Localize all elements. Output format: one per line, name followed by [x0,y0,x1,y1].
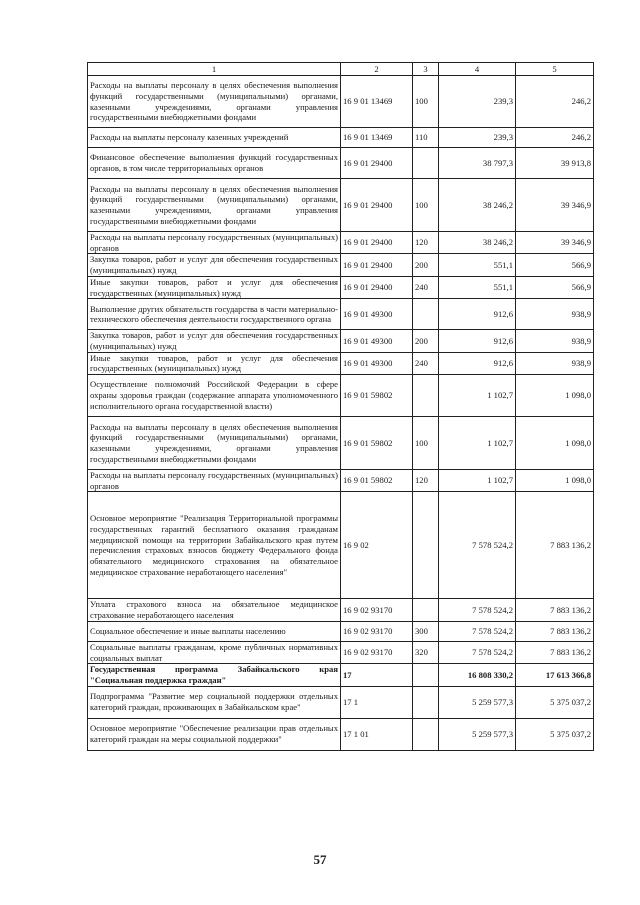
row-expense-type-cell: 200 [413,254,439,276]
row-code-cell: 16 9 02 93170 [341,621,413,641]
budget-table [87,62,594,751]
row-amount-1-cell: 7 578 524,2 [439,641,516,663]
row-amount-1-cell: 38 246,2 [439,179,516,232]
row-name-cell: Основное мероприятие "Реализация Территориальной программы государственных гарантий бесплатного оказания гражданам медицинской помощи на территории Забайкальского края путем перечисления страховых взносов бюджету Федерального фонда обязательного медицинского страхования на обязательное медицинское страхование неработающего населения" [88,492,341,599]
row-amount-1-cell: 1 102,7 [439,417,516,470]
row-amount-1-cell: 38 246,2 [439,232,516,254]
row-amount-1-cell: 239,3 [439,76,516,128]
row-amount-1-cell: 1 102,7 [439,470,516,492]
row-amount-2-cell: 39 346,9 [516,179,594,232]
table-row [88,417,594,470]
row-expense-type-cell: 320 [413,641,439,663]
row-expense-type-cell [413,492,439,599]
table-row [88,254,594,276]
row-name-cell: Расходы на выплаты персоналу в целях обеспечения выполнения функций государственными (муниципальными) органами, казенными учреждениями, органами управления государственными внебюджетными фондами [88,76,341,128]
row-amount-1-cell: 551,1 [439,276,516,298]
row-amount-1-cell: 551,1 [439,254,516,276]
row-code-cell: 16 9 02 93170 [341,641,413,663]
row-expense-type-cell: 300 [413,621,439,641]
row-code-cell: 16 9 01 59802 [341,375,413,417]
row-amount-2-cell: 7 883 136,2 [516,492,594,599]
row-expense-type-cell [413,686,439,718]
row-name-cell: Расходы на выплаты персоналу в целях обеспечения выполнения функций государственными (муниципальными) органами, казенными учреждениями, органами управления государственными внебюджетными фондами [88,417,341,470]
column-header-expense-type: 3 [413,63,439,76]
row-expense-type-cell: 100 [413,417,439,470]
row-amount-1-cell: 7 578 524,2 [439,599,516,621]
table-row [88,76,594,128]
row-name-cell: Иные закупки товаров, работ и услуг для обеспечения государственных (муниципальных) нужд [88,352,341,374]
row-name-cell: Закупка товаров, работ и услуг для обеспечения государственных (муниципальных) нужд [88,254,341,276]
row-code-cell: 16 9 01 29400 [341,179,413,232]
row-code-cell: 17 1 [341,686,413,718]
row-amount-2-cell: 39 346,9 [516,232,594,254]
table-row [88,599,594,621]
row-amount-1-cell: 7 578 524,2 [439,621,516,641]
table-row [88,232,594,254]
row-amount-1-cell: 16 808 330,2 [439,664,516,686]
row-code-cell: 16 9 01 59802 [341,417,413,470]
row-expense-type-cell [413,375,439,417]
row-amount-2-cell: 1 098,0 [516,417,594,470]
row-amount-2-cell: 17 613 366,8 [516,664,594,686]
row-expense-type-cell: 100 [413,179,439,232]
row-amount-2-cell: 5 375 037,2 [516,718,594,750]
row-amount-1-cell: 7 578 524,2 [439,492,516,599]
row-amount-2-cell: 7 883 136,2 [516,641,594,663]
row-name-cell: Социальные выплаты гражданам, кроме публичных нормативных социальных выплат [88,641,341,663]
row-amount-2-cell: 566,9 [516,276,594,298]
table-row [88,179,594,232]
row-expense-type-cell: 100 [413,76,439,128]
row-code-cell: 16 9 01 29400 [341,148,413,179]
row-code-cell: 16 9 02 93170 [341,599,413,621]
row-amount-2-cell: 5 375 037,2 [516,686,594,718]
table-header-row [88,63,594,76]
row-amount-2-cell: 938,9 [516,330,594,352]
row-code-cell: 17 [341,664,413,686]
table-row [88,276,594,298]
row-amount-1-cell: 5 259 577,3 [439,686,516,718]
column-header-name: 1 [88,63,341,76]
row-code-cell: 16 9 01 29400 [341,276,413,298]
row-name-cell: Основное мероприятие "Обеспечение реализации прав отдельных категорий граждан на меры социальной поддержки" [88,718,341,750]
row-amount-2-cell: 246,2 [516,128,594,148]
table-row [88,470,594,492]
page-number: 57 [313,852,327,867]
row-amount-1-cell: 239,3 [439,128,516,148]
row-amount-2-cell: 1 098,0 [516,470,594,492]
table-row [88,621,594,641]
row-code-cell: 16 9 01 13469 [341,76,413,128]
row-expense-type-cell [413,299,439,330]
row-name-cell: Социальное обеспечение и иные выплаты населению [88,621,341,641]
table-body [88,76,594,751]
row-expense-type-cell [413,599,439,621]
row-amount-1-cell: 912,6 [439,352,516,374]
row-expense-type-cell: 110 [413,128,439,148]
row-amount-1-cell: 1 102,7 [439,375,516,417]
table-row [88,375,594,417]
table-row [88,492,594,599]
row-name-cell: Уплата страхового взноса на обязательное медицинское страхование неработающего населения [88,599,341,621]
column-header-code: 2 [341,63,413,76]
row-name-cell: Иные закупки товаров, работ и услуг для обеспечения государственных (муниципальных) нужд [88,276,341,298]
row-amount-2-cell: 7 883 136,2 [516,621,594,641]
table-row [88,330,594,352]
row-code-cell: 16 9 01 49300 [341,299,413,330]
row-expense-type-cell: 120 [413,232,439,254]
row-code-cell: 16 9 01 29400 [341,232,413,254]
table-row [88,148,594,179]
row-amount-1-cell: 38 797,3 [439,148,516,179]
row-expense-type-cell: 240 [413,352,439,374]
row-name-cell: Государственная программа Забайкальского края "Социальная поддержка граждан" [88,664,341,686]
row-name-cell: Подпрограмма "Развитие мер социальной поддержки отдельных категорий граждан, проживающих в Забайкальском крае" [88,686,341,718]
table-row [88,352,594,374]
table-row [88,686,594,718]
row-amount-2-cell: 7 883 136,2 [516,599,594,621]
table-row [88,718,594,750]
row-expense-type-cell: 120 [413,470,439,492]
row-name-cell: Закупка товаров, работ и услуг для обеспечения государственных (муниципальных) нужд [88,330,341,352]
row-expense-type-cell: 200 [413,330,439,352]
table-row [88,299,594,330]
row-expense-type-cell: 240 [413,276,439,298]
row-name-cell: Осуществление полномочий Российской Федерации в сфере охраны здоровья граждан (содержание аппарата уполномоченного исполнительного органа государственной власти) [88,375,341,417]
row-amount-2-cell: 39 913,8 [516,148,594,179]
row-amount-1-cell: 912,6 [439,299,516,330]
row-expense-type-cell [413,718,439,750]
table-row [88,664,594,686]
row-name-cell: Расходы на выплаты персоналу казенных учреждений [88,128,341,148]
row-amount-2-cell: 566,9 [516,254,594,276]
table-row [88,128,594,148]
row-amount-2-cell: 938,9 [516,352,594,374]
row-name-cell: Финансовое обеспечение выполнения функций государственных органов, в том числе территориальных органов [88,148,341,179]
row-code-cell: 16 9 01 29400 [341,254,413,276]
row-expense-type-cell [413,148,439,179]
row-name-cell: Выполнение других обязательств государства в части материально-технического обеспечения деятельности государственного органа [88,299,341,330]
row-code-cell: 17 1 01 [341,718,413,750]
row-code-cell: 16 9 01 59802 [341,470,413,492]
row-amount-1-cell: 912,6 [439,330,516,352]
row-name-cell: Расходы на выплаты персоналу государственных (муниципальных) органов [88,470,341,492]
row-amount-2-cell: 246,2 [516,76,594,128]
row-code-cell: 16 9 01 49300 [341,352,413,374]
row-code-cell: 16 9 01 49300 [341,330,413,352]
row-code-cell: 16 9 02 [341,492,413,599]
row-amount-2-cell: 1 098,0 [516,375,594,417]
table-row [88,641,594,663]
row-name-cell: Расходы на выплаты персоналу государственных (муниципальных) органов [88,232,341,254]
row-amount-2-cell: 938,9 [516,299,594,330]
column-header-amount-2: 5 [516,63,594,76]
column-header-amount-1: 4 [439,63,516,76]
row-code-cell: 16 9 01 13469 [341,128,413,148]
row-amount-1-cell: 5 259 577,3 [439,718,516,750]
row-name-cell: Расходы на выплаты персоналу в целях обеспечения выполнения функций государственными (муниципальными) органами, казенными учреждениями, органами управления государственными внебюджетными фондами [88,179,341,232]
row-expense-type-cell [413,664,439,686]
